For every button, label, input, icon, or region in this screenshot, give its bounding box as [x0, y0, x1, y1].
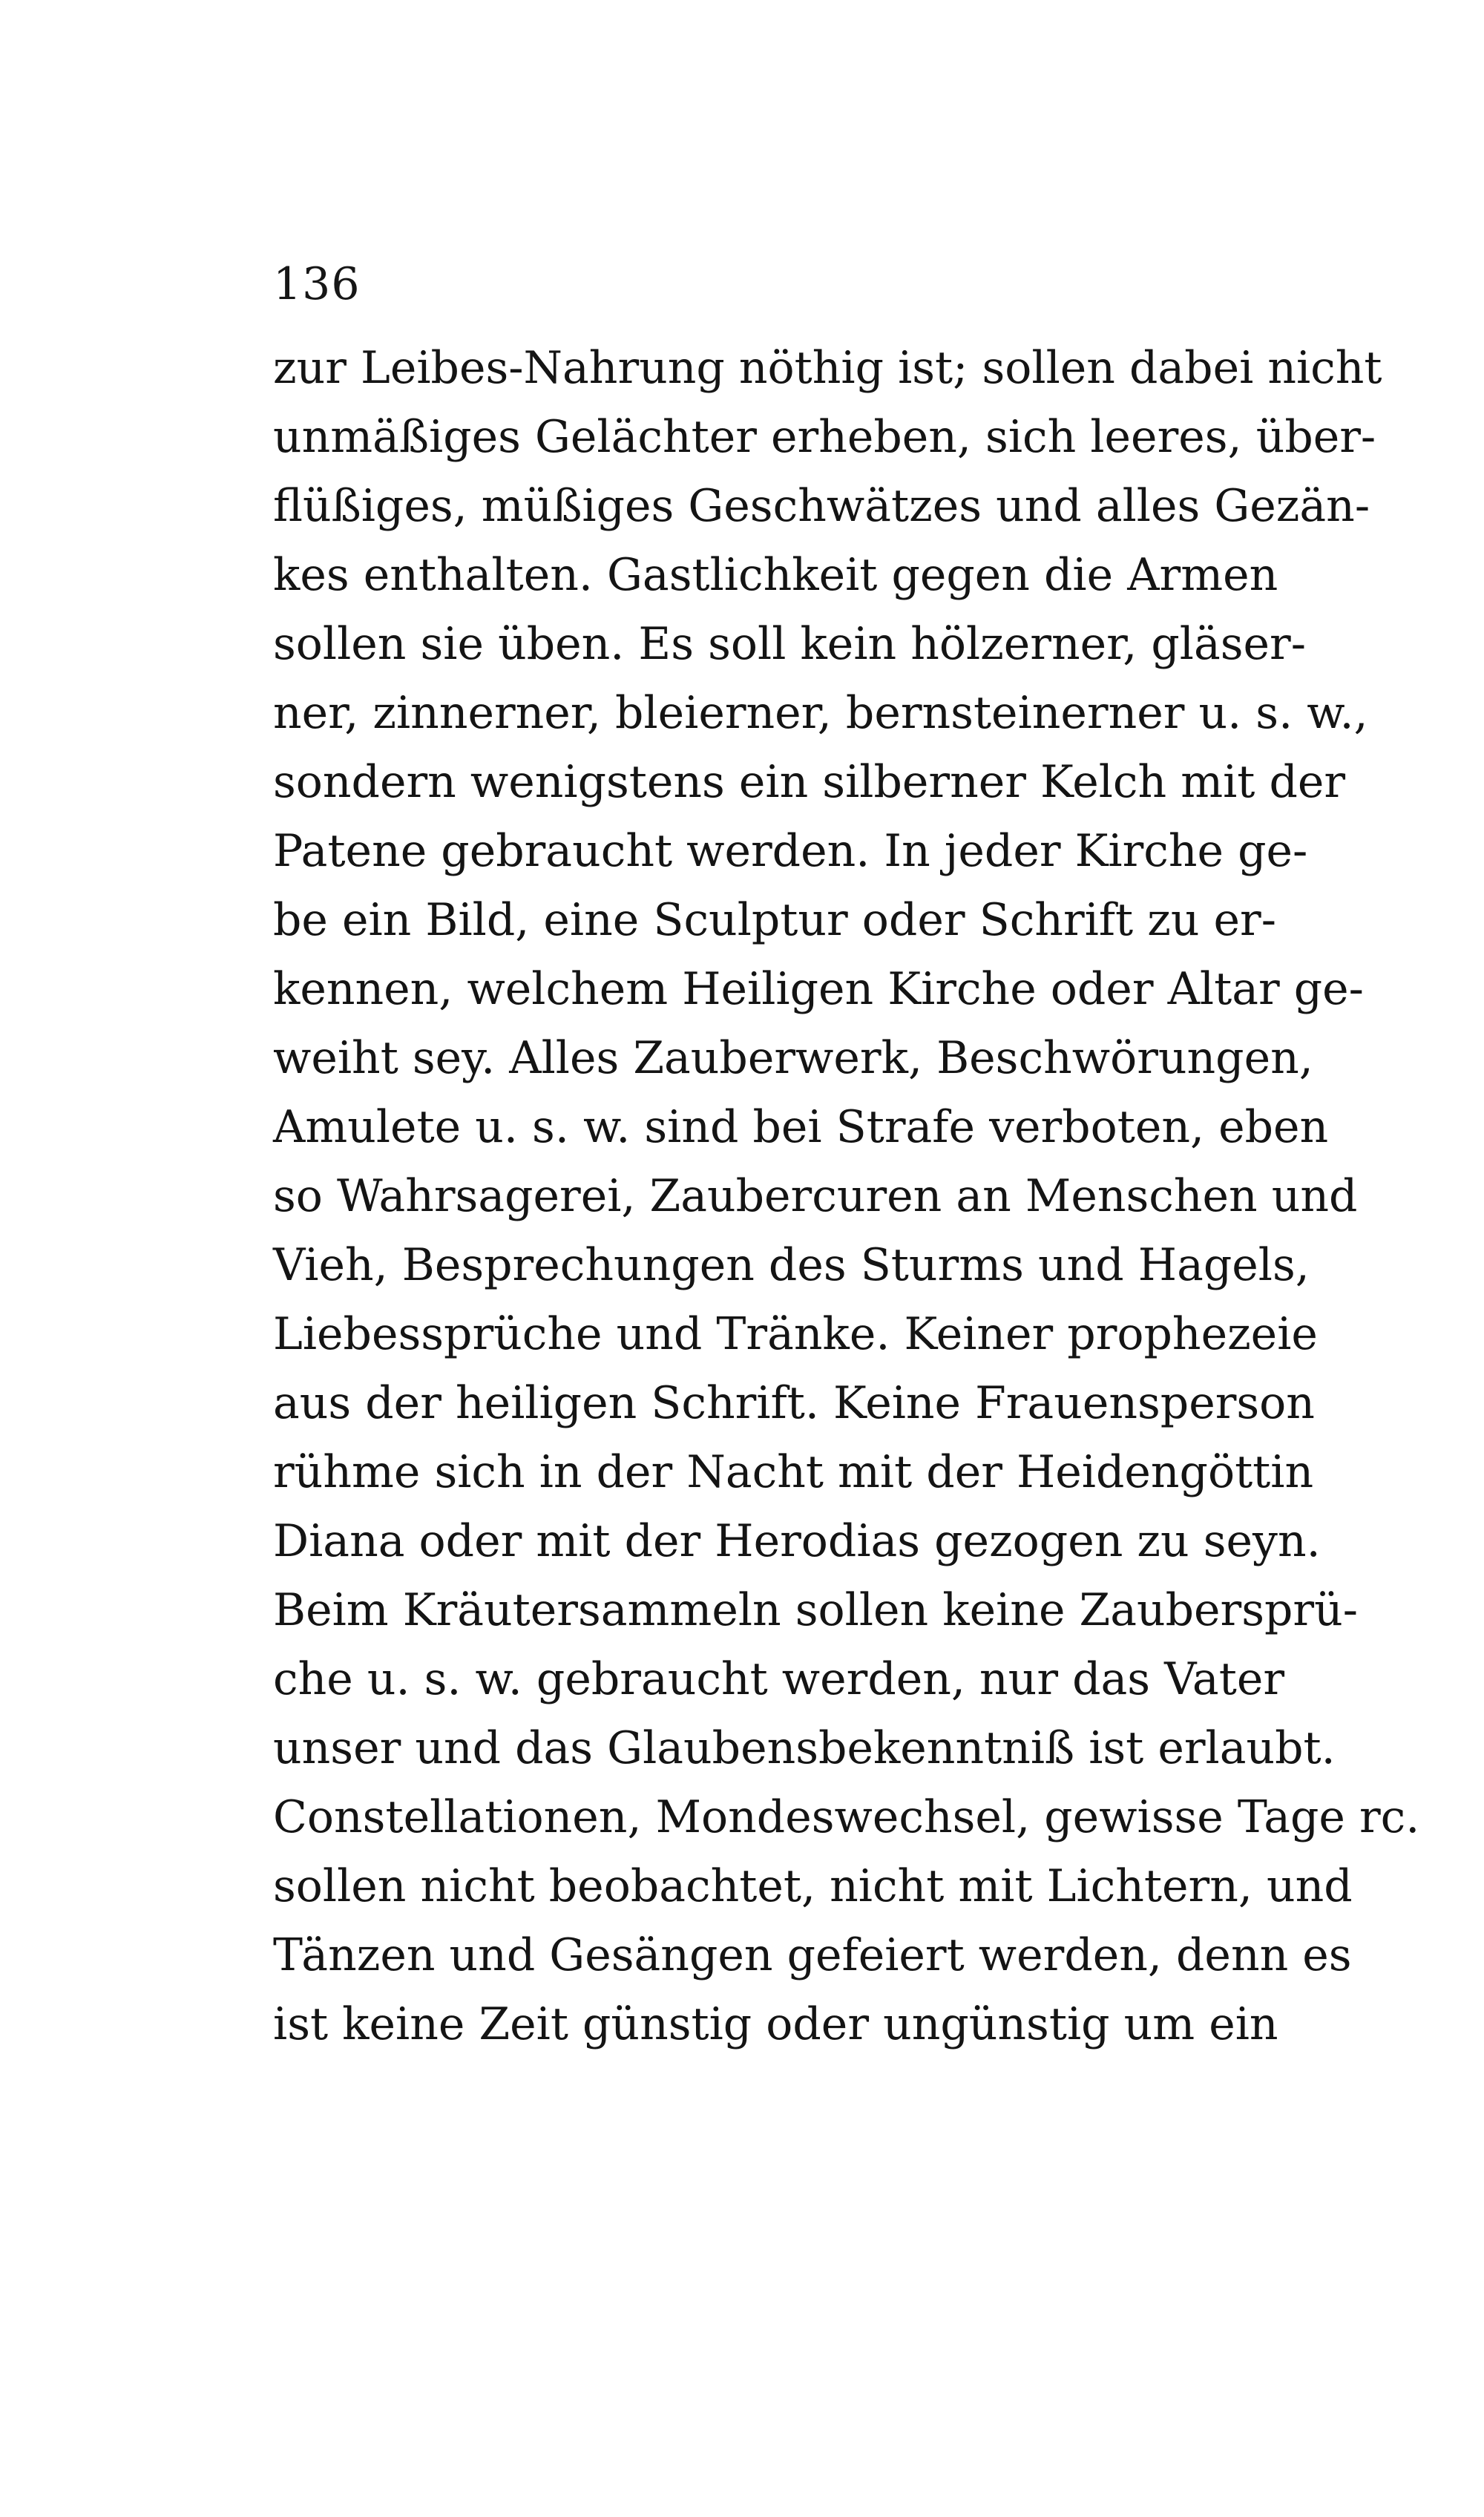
- text-line: weiht sey. Alles Zauberwerk, Beschwörungen,: [273, 1032, 1313, 1084]
- text-line: unser und das Glaubensbekenntniß ist erlaubt.: [273, 1722, 1336, 1774]
- text-line: rühme sich in der Nacht mit der Heidengöttin: [273, 1446, 1314, 1498]
- text-line: Vieh, Besprechungen des Sturms und Hagels,: [273, 1239, 1310, 1291]
- text-line: be ein Bild, eine Sculptur oder Schrift zu er-: [273, 894, 1276, 946]
- text-line: ner, zinnerner, bleierner, bernsteinerner u. s. w.,: [273, 687, 1368, 739]
- body-text: [273, 334, 1420, 2059]
- text-line: Liebessprüche und Tränke. Keiner prophezeie: [273, 1308, 1318, 1360]
- text-line: Diana oder mit der Herodias gezogen zu seyn.: [273, 1515, 1321, 1567]
- text-line: so Wahrsagerei, Zaubercuren an Menschen und: [273, 1170, 1358, 1222]
- text-line: kennen, welchem Heiligen Kirche oder Altar ge-: [273, 963, 1364, 1015]
- text-line: flüßiges, müßiges Geschwätzes und alles Gezän-: [273, 480, 1370, 532]
- page-number: 136: [273, 258, 361, 310]
- text-line: che u. s. w. gebraucht werden, nur das Vater: [273, 1653, 1285, 1705]
- text-line: sollen nicht beobachtet, nicht mit Lichtern, und: [273, 1860, 1353, 1912]
- text-line: Tänzen und Gesängen gefeiert werden, denn es: [273, 1929, 1352, 1981]
- text-line: ist keine Zeit günstig oder ungünstig um ein: [273, 1998, 1278, 2050]
- text-line: zur Leibes-Nahrung nöthig ist; sollen dabei nicht: [273, 342, 1382, 394]
- text-line: sondern wenigstens ein silberner Kelch mit der: [273, 756, 1346, 808]
- text-line: Patene gebraucht werden. In jeder Kirche ge-: [273, 825, 1308, 877]
- text-line: kes enthalten. Gastlichkeit gegen die Armen: [273, 549, 1278, 601]
- text-line: aus der heiligen Schrift. Keine Frauensperson: [273, 1377, 1315, 1429]
- text-line: sollen sie üben. Es soll kein hölzerner, gläser-: [273, 618, 1306, 670]
- text-line: Beim Kräutersammeln sollen keine Zaubersprü-: [273, 1584, 1359, 1636]
- text-line: Constellationen, Mondeswechsel, gewisse Tage rc.: [273, 1791, 1420, 1843]
- text-line: Amulete u. s. w. sind bei Strafe verboten, eben: [273, 1101, 1329, 1153]
- text-line: unmäßiges Gelächter erheben, sich leeres, über-: [273, 411, 1376, 463]
